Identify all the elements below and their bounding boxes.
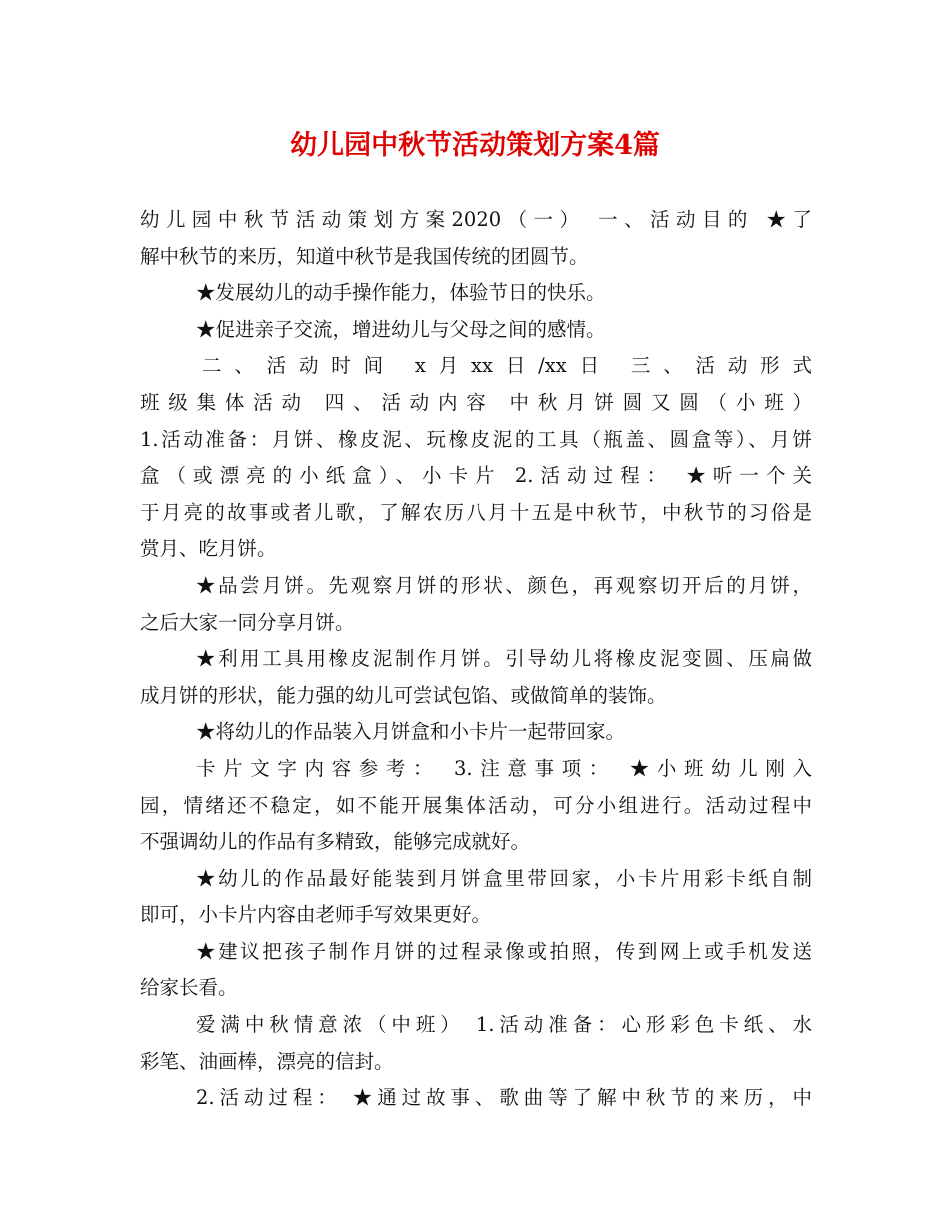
text-line: 二、活动时间 x月xx日/xx日 三、活动形式 — [202, 354, 812, 378]
text-line: 盒（或漂亮的小纸盒）、小卡片 2.活动过程： ★听一个关 — [140, 464, 812, 488]
text-line: 给家长看。 — [140, 976, 238, 1000]
text-line: 卡片文字内容参考： 3.注意事项： ★小班幼儿刚入 — [196, 756, 812, 780]
text-line: ★幼儿的作品最好能装到月饼盒里带回家，小卡片用彩卡纸自制 — [196, 866, 812, 890]
text-line: 即可，小卡片内容由老师手写效果更好。 — [140, 903, 492, 927]
text-line: ★品尝月饼。先观察月饼的形状、颜色，再观察切开后的月饼， — [196, 573, 812, 597]
text-line: 爱满中秋情意浓（中班） 1.活动准备：心形彩色卡纸、水 — [196, 1013, 812, 1037]
text-line: 解中秋节的来历，知道中秋节是我国传统的团圆节。 — [140, 244, 589, 268]
text-line: 2.活动过程： ★通过故事、歌曲等了解中秋节的来历，中 — [196, 1086, 812, 1110]
text-line: ★建议把孩子制作月饼的过程录像或拍照，传到网上或手机发送 — [196, 939, 812, 963]
text-line: 之后大家一同分享月饼。 — [140, 610, 355, 634]
text-line: 赏月、吃月饼。 — [140, 537, 277, 561]
text-line: 彩笔、油画棒，漂亮的信封。 — [140, 1049, 394, 1073]
text-line: 于月亮的故事或者儿歌，了解农历八月十五是中秋节，中秋节的习俗是 — [140, 500, 812, 524]
document-body — [140, 202, 812, 1117]
text-line: 幼儿园中秋节活动策划方案2020（一） 一、活动目的 ★了 — [140, 208, 812, 231]
text-line: ★促进亲子交流，增进幼儿与父母之间的感情。 — [196, 317, 606, 341]
text-line: ★利用工具用橡皮泥制作月饼。引导幼儿将橡皮泥变圆、压扁做 — [196, 647, 812, 671]
document-title: 幼儿园中秋节活动策划方案4篇 — [290, 130, 660, 161]
text-line: 不强调幼儿的作品有多精致，能够完成就好。 — [140, 830, 531, 854]
text-line: 1.活动准备：月饼、橡皮泥、玩橡皮泥的工具（瓶盖、圆盒等）、月饼 — [140, 427, 812, 451]
text-line: 园，情绪还不稳定，如不能开展集体活动，可分小组进行。活动过程中 — [140, 793, 812, 817]
text-line: ★将幼儿的作品装入月饼盒和小卡片一起带回家。 — [196, 720, 626, 744]
text-line: ★发展幼儿的动手操作能力，体验节日的快乐。 — [196, 281, 606, 305]
text-line: 班级集体活动 四、活动内容 中秋月饼圆又圆（小班） — [140, 390, 812, 414]
text-line: 成月饼的形状，能力强的幼儿可尝试包馅、或做简单的装饰。 — [140, 683, 667, 707]
